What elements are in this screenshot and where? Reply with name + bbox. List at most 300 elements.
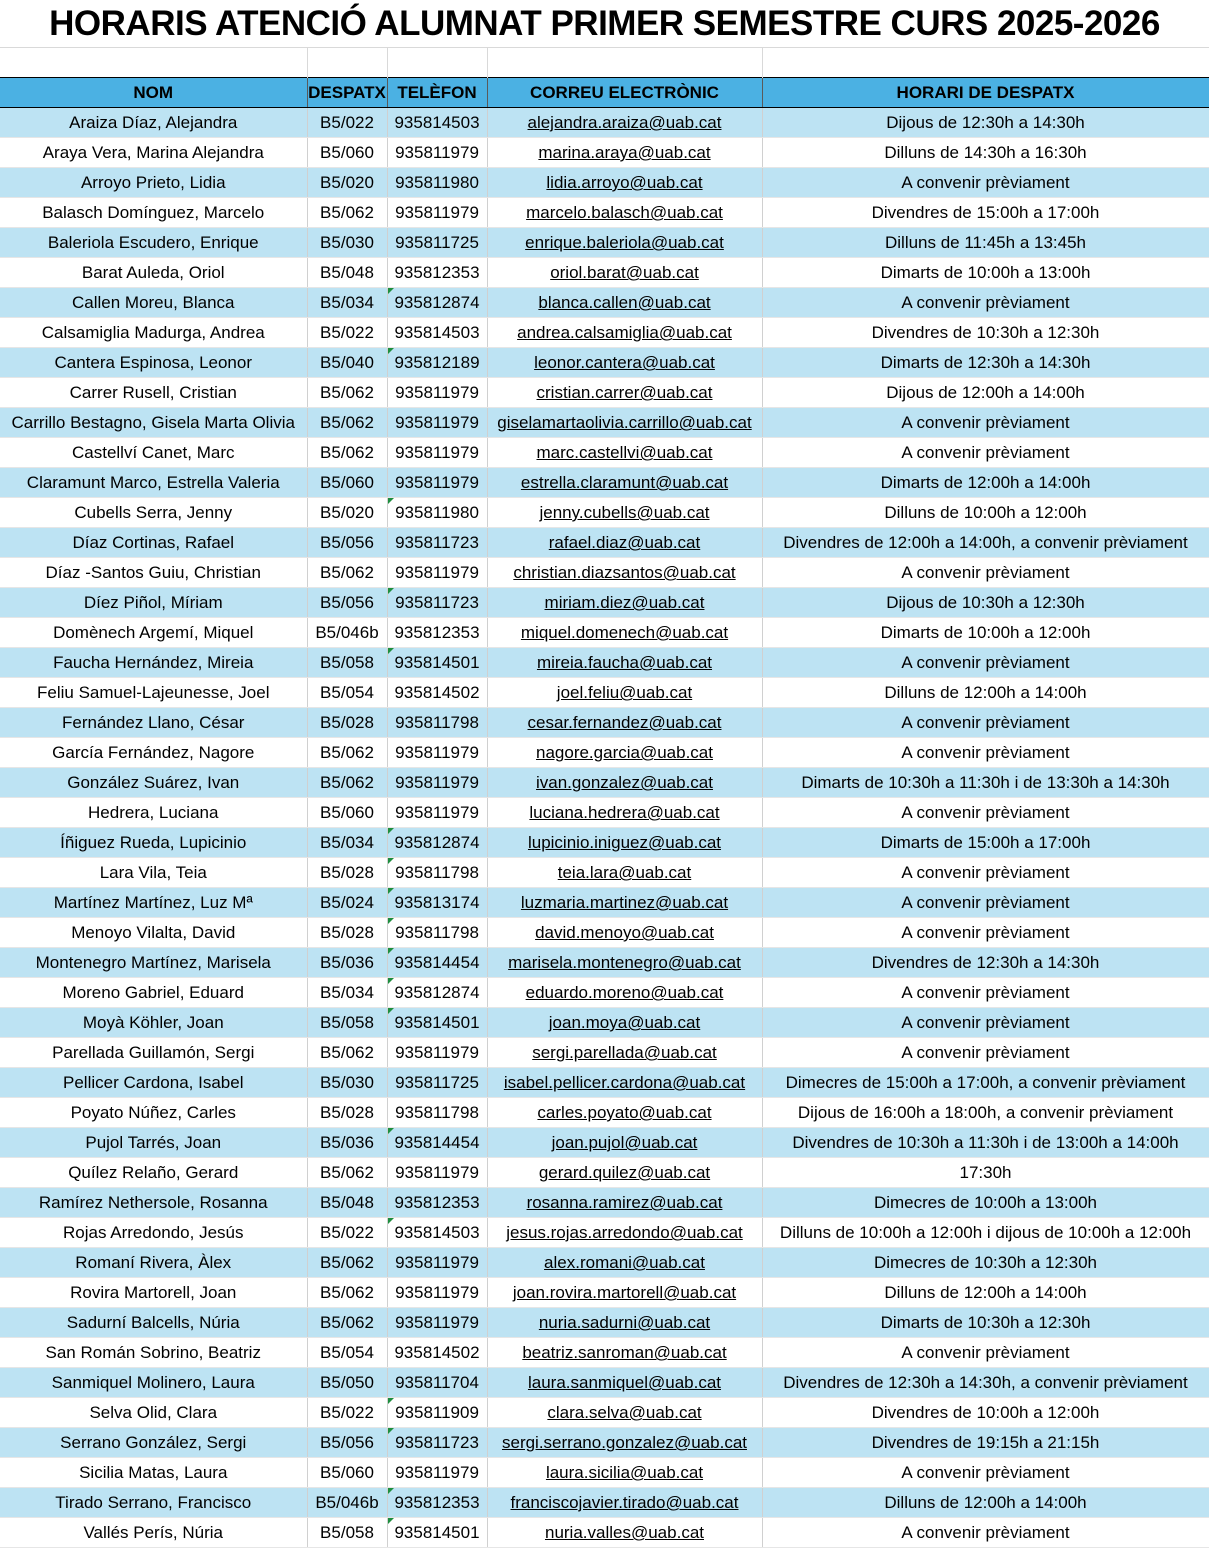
phone-cell[interactable]: 935811979	[387, 768, 487, 798]
email-cell[interactable]	[487, 348, 762, 378]
hours-cell[interactable]: A convenir prèviament	[762, 1008, 1209, 1038]
name-cell[interactable]: Quílez Relaño, Gerard	[0, 1158, 307, 1188]
office-cell[interactable]: B5/062	[307, 1038, 387, 1068]
name-cell[interactable]: Feliu Samuel-Lajeunesse, Joel	[0, 678, 307, 708]
phone-cell[interactable]: 935814503	[387, 1218, 487, 1248]
phone-cell[interactable]: 935811979	[387, 468, 487, 498]
email-link[interactable]: david.menoyo@uab.cat	[535, 923, 714, 942]
name-cell[interactable]: Barat Auleda, Oriol	[0, 258, 307, 288]
office-cell[interactable]: B5/060	[307, 1458, 387, 1488]
phone-cell[interactable]: 935811979	[387, 1458, 487, 1488]
hours-cell[interactable]: Dimecres de 10:30h a 12:30h	[762, 1248, 1209, 1278]
name-cell[interactable]: González Suárez, Ivan	[0, 768, 307, 798]
phone-cell[interactable]: 935812353	[387, 1188, 487, 1218]
phone-cell[interactable]: 935811979	[387, 1248, 487, 1278]
name-cell[interactable]: Pellicer Cardona, Isabel	[0, 1068, 307, 1098]
email-cell[interactable]	[487, 108, 762, 138]
office-cell[interactable]: B5/058	[307, 1518, 387, 1548]
name-cell[interactable]: Hedrera, Luciana	[0, 798, 307, 828]
hours-cell[interactable]: A convenir prèviament	[762, 1038, 1209, 1068]
column-header-name[interactable]: NOM	[0, 78, 307, 108]
email-link[interactable]: marcelo.balasch@uab.cat	[526, 203, 723, 222]
phone-cell[interactable]: 935811979	[387, 408, 487, 438]
email-cell[interactable]	[487, 1368, 762, 1398]
office-cell[interactable]: B5/036	[307, 1128, 387, 1158]
office-cell[interactable]: B5/062	[307, 408, 387, 438]
hours-cell[interactable]: A convenir prèviament	[762, 918, 1209, 948]
office-cell[interactable]: B5/046b	[307, 1488, 387, 1518]
name-cell[interactable]: Menoyo Vilalta, David	[0, 918, 307, 948]
hours-cell[interactable]: A convenir prèviament	[762, 708, 1209, 738]
office-cell[interactable]: B5/020	[307, 498, 387, 528]
email-cell[interactable]	[487, 1038, 762, 1068]
email-cell[interactable]	[487, 168, 762, 198]
email-cell[interactable]	[487, 138, 762, 168]
name-cell[interactable]: Díez Piñol, Míriam	[0, 588, 307, 618]
office-cell[interactable]: B5/030	[307, 1068, 387, 1098]
phone-cell[interactable]: 935811979	[387, 138, 487, 168]
email-cell[interactable]	[487, 198, 762, 228]
email-link[interactable]: leonor.cantera@uab.cat	[534, 353, 715, 372]
email-cell[interactable]	[487, 1218, 762, 1248]
office-cell[interactable]: B5/022	[307, 318, 387, 348]
name-cell[interactable]: Cantera Espinosa, Leonor	[0, 348, 307, 378]
office-cell[interactable]: B5/062	[307, 1308, 387, 1338]
phone-cell[interactable]: 935811725	[387, 228, 487, 258]
email-cell[interactable]	[487, 648, 762, 678]
email-link[interactable]: enrique.baleriola@uab.cat	[525, 233, 724, 252]
office-cell[interactable]: B5/060	[307, 138, 387, 168]
name-cell[interactable]: Arroyo Prieto, Lidia	[0, 168, 307, 198]
office-cell[interactable]: B5/062	[307, 1248, 387, 1278]
office-cell[interactable]: B5/062	[307, 198, 387, 228]
hours-cell[interactable]: A convenir prèviament	[762, 438, 1209, 468]
email-link[interactable]: clara.selva@uab.cat	[547, 1403, 702, 1422]
email-cell[interactable]	[487, 1128, 762, 1158]
name-cell[interactable]: Baleriola Escudero, Enrique	[0, 228, 307, 258]
phone-cell[interactable]: 935812874	[387, 978, 487, 1008]
email-link[interactable]: sergi.parellada@uab.cat	[532, 1043, 717, 1062]
empty-cell[interactable]	[307, 48, 387, 78]
phone-cell[interactable]: 935811979	[387, 1038, 487, 1068]
email-link[interactable]: jenny.cubells@uab.cat	[539, 503, 710, 522]
name-cell[interactable]: Cubells Serra, Jenny	[0, 498, 307, 528]
phone-cell[interactable]: 935811979	[387, 1308, 487, 1338]
email-cell[interactable]	[487, 1068, 762, 1098]
phone-cell[interactable]: 935811798	[387, 708, 487, 738]
email-link[interactable]: laura.sicilia@uab.cat	[545, 1463, 704, 1482]
email-link[interactable]: eduardo.moreno@uab.cat	[525, 983, 724, 1002]
office-cell[interactable]: B5/062	[307, 558, 387, 588]
office-cell[interactable]: B5/056	[307, 588, 387, 618]
name-cell[interactable]: Díaz Cortinas, Rafael	[0, 528, 307, 558]
name-cell[interactable]: Vallés Perís, Núria	[0, 1518, 307, 1548]
hours-cell[interactable]: A convenir prèviament	[762, 558, 1209, 588]
email-cell[interactable]	[487, 1428, 762, 1458]
phone-cell[interactable]: 935814503	[387, 318, 487, 348]
phone-cell[interactable]: 935811704	[387, 1368, 487, 1398]
email-link[interactable]: nagore.garcia@uab.cat	[536, 743, 713, 762]
name-cell[interactable]: Callen Moreu, Blanca	[0, 288, 307, 318]
office-cell[interactable]: B5/054	[307, 678, 387, 708]
phone-cell[interactable]: 935814502	[387, 1338, 487, 1368]
email-cell[interactable]	[487, 468, 762, 498]
email-link[interactable]: blanca.callen@uab.cat	[538, 293, 711, 312]
office-cell[interactable]: B5/062	[307, 768, 387, 798]
hours-cell[interactable]: Dimarts de 10:30h a 12:30h	[762, 1308, 1209, 1338]
phone-cell[interactable]: 935811725	[387, 1068, 487, 1098]
email-cell[interactable]	[487, 828, 762, 858]
email-link[interactable]: andrea.calsamiglia@uab.cat	[517, 323, 732, 342]
email-link[interactable]: franciscojavier.tirado@uab.cat	[510, 1493, 739, 1512]
email-link[interactable]: alex.romani@uab.cat	[544, 1253, 705, 1272]
hours-cell[interactable]: Dimarts de 10:00h a 13:00h	[762, 258, 1209, 288]
email-cell[interactable]	[487, 378, 762, 408]
column-header-phone[interactable]: TELÈFON	[387, 78, 487, 108]
phone-cell[interactable]: 935814501	[387, 1008, 487, 1038]
office-cell[interactable]: B5/034	[307, 288, 387, 318]
empty-cell[interactable]	[487, 48, 762, 78]
hours-cell[interactable]: Dilluns de 12:00h a 14:00h	[762, 1278, 1209, 1308]
email-link[interactable]: marc.castellvi@uab.cat	[536, 443, 713, 462]
column-header-hours[interactable]: HORARI DE DESPATX	[762, 78, 1209, 108]
name-cell[interactable]: Ramírez Nethersole, Rosanna	[0, 1188, 307, 1218]
name-cell[interactable]: Poyato Núñez, Carles	[0, 1098, 307, 1128]
table-row	[0, 948, 1209, 978]
phone-cell[interactable]: 935814502	[387, 678, 487, 708]
office-cell[interactable]: B5/022	[307, 108, 387, 138]
column-header-email[interactable]: CORREU ELECTRÒNIC	[487, 78, 762, 108]
name-cell[interactable]: Lara Vila, Teia	[0, 858, 307, 888]
email-cell[interactable]	[487, 708, 762, 738]
email-cell[interactable]	[487, 1248, 762, 1278]
phone-cell[interactable]: 935812874	[387, 288, 487, 318]
email-link[interactable]: nuria.sadurni@uab.cat	[538, 1313, 711, 1332]
empty-cell[interactable]	[387, 48, 487, 78]
email-link[interactable]: carles.poyato@uab.cat	[537, 1103, 712, 1122]
email-cell[interactable]	[487, 1398, 762, 1428]
name-cell[interactable]: Martínez Martínez, Luz Mª	[0, 888, 307, 918]
phone-cell[interactable]: 935811723	[387, 588, 487, 618]
phone-cell[interactable]: 935811980	[387, 498, 487, 528]
office-cell[interactable]: B5/058	[307, 648, 387, 678]
phone-cell[interactable]: 935811979	[387, 738, 487, 768]
hours-cell[interactable]: A convenir prèviament	[762, 888, 1209, 918]
column-header-office[interactable]: DESPATX	[307, 78, 387, 108]
hours-cell[interactable]: Dimecres de 10:00h a 13:00h	[762, 1188, 1209, 1218]
email-cell[interactable]	[487, 618, 762, 648]
empty-cell[interactable]	[762, 48, 1209, 78]
email-cell[interactable]	[487, 498, 762, 528]
name-cell[interactable]: Carrillo Bestagno, Gisela Marta Olivia	[0, 408, 307, 438]
office-cell[interactable]: B5/050	[307, 1368, 387, 1398]
email-link[interactable]: beatriz.sanroman@uab.cat	[522, 1343, 727, 1362]
hours-cell[interactable]: Dilluns de 10:00h a 12:00h i dijous de 10:00h a 12:00h	[762, 1218, 1209, 1248]
email-link[interactable]: miriam.diez@uab.cat	[544, 593, 705, 612]
hours-cell[interactable]: Dilluns de 12:00h a 14:00h	[762, 678, 1209, 708]
office-cell[interactable]: B5/060	[307, 798, 387, 828]
office-cell[interactable]: B5/062	[307, 438, 387, 468]
email-link[interactable]: luciana.hedrera@uab.cat	[529, 803, 720, 822]
email-cell[interactable]	[487, 408, 762, 438]
name-cell[interactable]: Sadurní Balcells, Núria	[0, 1308, 307, 1338]
hours-cell[interactable]: A convenir prèviament	[762, 1338, 1209, 1368]
email-cell[interactable]	[487, 318, 762, 348]
email-link[interactable]: oriol.barat@uab.cat	[550, 263, 699, 282]
name-cell[interactable]: Parellada Guillamón, Sergi	[0, 1038, 307, 1068]
name-cell[interactable]: Montenegro Martínez, Marisela	[0, 948, 307, 978]
empty-spreadsheet-row	[0, 48, 1209, 78]
office-cell[interactable]: B5/046b	[307, 618, 387, 648]
office-cell[interactable]: B5/062	[307, 378, 387, 408]
email-cell[interactable]	[487, 1008, 762, 1038]
email-cell[interactable]	[487, 1308, 762, 1338]
phone-cell[interactable]: 935811979	[387, 1278, 487, 1308]
office-cell[interactable]: B5/022	[307, 1218, 387, 1248]
hours-cell[interactable]: Dimarts de 10:00h a 12:00h	[762, 618, 1209, 648]
email-link[interactable]: marina.araya@uab.cat	[538, 143, 711, 162]
office-cell[interactable]: B5/028	[307, 1098, 387, 1128]
name-cell[interactable]: Serrano González, Sergi	[0, 1428, 307, 1458]
phone-cell[interactable]: 935811798	[387, 1098, 487, 1128]
office-cell[interactable]: B5/022	[307, 1398, 387, 1428]
name-cell[interactable]: Selva Olid, Clara	[0, 1398, 307, 1428]
office-cell[interactable]: B5/024	[307, 888, 387, 918]
email-cell[interactable]	[487, 888, 762, 918]
phone-cell[interactable]: 935813174	[387, 888, 487, 918]
email-cell[interactable]	[487, 1278, 762, 1308]
phone-cell[interactable]: 935812353	[387, 618, 487, 648]
email-cell[interactable]	[487, 558, 762, 588]
hours-cell[interactable]: Dilluns de 11:45h a 13:45h	[762, 228, 1209, 258]
name-cell[interactable]: Tirado Serrano, Francisco	[0, 1488, 307, 1518]
email-cell[interactable]	[487, 1158, 762, 1188]
email-link[interactable]: christian.diazsantos@uab.cat	[513, 563, 736, 582]
phone-cell[interactable]: 935811909	[387, 1398, 487, 1428]
phone-cell[interactable]: 935814501	[387, 1518, 487, 1548]
name-cell[interactable]: Moyà Köhler, Joan	[0, 1008, 307, 1038]
email-cell[interactable]	[487, 918, 762, 948]
email-cell[interactable]	[487, 1518, 762, 1548]
office-cell[interactable]: B5/048	[307, 1188, 387, 1218]
hours-cell[interactable]: A convenir prèviament	[762, 1458, 1209, 1488]
email-link[interactable]: estrella.claramunt@uab.cat	[520, 473, 729, 492]
hours-cell[interactable]: A convenir prèviament	[762, 648, 1209, 678]
empty-cell[interactable]	[0, 48, 307, 78]
name-cell[interactable]: Íñiguez Rueda, Lupicinio	[0, 828, 307, 858]
hours-cell[interactable]: Dijous de 12:30h a 14:30h	[762, 108, 1209, 138]
email-cell[interactable]	[487, 798, 762, 828]
email-link[interactable]: lupicinio.iniguez@uab.cat	[527, 833, 722, 852]
phone-cell[interactable]: 935811979	[387, 1158, 487, 1188]
hours-cell[interactable]: A convenir prèviament	[762, 288, 1209, 318]
hours-cell[interactable]: Dimarts de 12:30h a 14:30h	[762, 348, 1209, 378]
office-cell[interactable]: B5/028	[307, 708, 387, 738]
email-cell[interactable]	[487, 948, 762, 978]
name-cell[interactable]: Sicilia Matas, Laura	[0, 1458, 307, 1488]
email-link[interactable]: joel.feliu@uab.cat	[556, 683, 693, 702]
phone-cell[interactable]: 935811798	[387, 918, 487, 948]
hours-cell[interactable]: Divendres de 10:00h a 12:00h	[762, 1398, 1209, 1428]
office-cell[interactable]: B5/056	[307, 528, 387, 558]
phone-cell[interactable]: 935811980	[387, 168, 487, 198]
office-cell[interactable]: B5/054	[307, 1338, 387, 1368]
email-link[interactable]: cesar.fernandez@uab.cat	[527, 713, 722, 732]
email-link[interactable]: rosanna.ramirez@uab.cat	[526, 1193, 723, 1212]
hours-cell[interactable]: Dilluns de 14:30h a 16:30h	[762, 138, 1209, 168]
name-cell[interactable]: García Fernández, Nagore	[0, 738, 307, 768]
hours-cell[interactable]: A convenir prèviament	[762, 738, 1209, 768]
hours-cell[interactable]: Dijous de 12:00h a 14:00h	[762, 378, 1209, 408]
name-cell[interactable]: Díaz -Santos Guiu, Christian	[0, 558, 307, 588]
email-cell[interactable]	[487, 1338, 762, 1368]
office-cell[interactable]: B5/034	[307, 828, 387, 858]
hours-cell[interactable]: Dijous de 16:00h a 18:00h, a convenir prèviament	[762, 1098, 1209, 1128]
email-cell[interactable]	[487, 768, 762, 798]
email-link[interactable]: joan.pujol@uab.cat	[551, 1133, 698, 1152]
email-cell[interactable]	[487, 288, 762, 318]
hours-cell[interactable]: Dimarts de 12:00h a 14:00h	[762, 468, 1209, 498]
office-cell[interactable]: B5/020	[307, 168, 387, 198]
email-link[interactable]: joan.moya@uab.cat	[548, 1013, 701, 1032]
email-cell[interactable]	[487, 678, 762, 708]
email-cell[interactable]	[487, 438, 762, 468]
hours-cell[interactable]: A convenir prèviament	[762, 978, 1209, 1008]
email-link[interactable]: giselamartaolivia.carrillo@uab.cat	[497, 413, 752, 432]
name-cell[interactable]: Rojas Arredondo, Jesús	[0, 1218, 307, 1248]
hours-cell[interactable]: Dijous de 10:30h a 12:30h	[762, 588, 1209, 618]
name-cell[interactable]: Araiza Díaz, Alejandra	[0, 108, 307, 138]
email-link[interactable]: rafael.diaz@uab.cat	[548, 533, 701, 552]
phone-cell[interactable]: 935811798	[387, 858, 487, 888]
phone-cell[interactable]: 935814503	[387, 108, 487, 138]
office-cell[interactable]: B5/062	[307, 1158, 387, 1188]
email-link[interactable]: jesus.rojas.arredondo@uab.cat	[506, 1223, 743, 1242]
email-link[interactable]: miquel.domenech@uab.cat	[520, 623, 729, 642]
hours-cell[interactable]: Dimarts de 15:00h a 17:00h	[762, 828, 1209, 858]
phone-cell[interactable]: 935811979	[387, 798, 487, 828]
office-cell[interactable]: B5/036	[307, 948, 387, 978]
email-link[interactable]: lidia.arroyo@uab.cat	[546, 173, 703, 192]
email-cell[interactable]	[487, 1488, 762, 1518]
name-cell[interactable]: Faucha Hernández, Mireia	[0, 648, 307, 678]
email-cell[interactable]	[487, 1458, 762, 1488]
email-link[interactable]: teia.lara@uab.cat	[557, 863, 692, 882]
hours-cell[interactable]: Dimarts de 10:30h a 11:30h i de 13:30h a 14:30h	[762, 768, 1209, 798]
name-cell[interactable]: Calsamiglia Madurga, Andrea	[0, 318, 307, 348]
office-cell[interactable]: B5/060	[307, 468, 387, 498]
office-cell[interactable]: B5/056	[307, 1428, 387, 1458]
name-cell[interactable]: Romaní Rivera, Àlex	[0, 1248, 307, 1278]
name-cell[interactable]: San Román Sobrino, Beatriz	[0, 1338, 307, 1368]
hours-cell[interactable]: Divendres de 19:15h a 21:15h	[762, 1428, 1209, 1458]
hours-cell[interactable]: A convenir prèviament	[762, 408, 1209, 438]
name-cell[interactable]: Fernández Llano, César	[0, 708, 307, 738]
phone-cell[interactable]: 935812874	[387, 828, 487, 858]
phone-cell[interactable]: 935812353	[387, 1488, 487, 1518]
hours-cell[interactable]: Divendres de 12:30h a 14:30h, a convenir prèviament	[762, 1368, 1209, 1398]
email-link[interactable]: mireia.faucha@uab.cat	[536, 653, 713, 672]
office-cell[interactable]: B5/034	[307, 978, 387, 1008]
email-cell[interactable]	[487, 258, 762, 288]
name-cell[interactable]: Araya Vera, Marina Alejandra	[0, 138, 307, 168]
phone-cell[interactable]: 935812353	[387, 258, 487, 288]
email-cell[interactable]	[487, 1188, 762, 1218]
email-link[interactable]: luzmaria.martinez@uab.cat	[520, 893, 729, 912]
hours-cell[interactable]: A convenir prèviament	[762, 168, 1209, 198]
email-cell[interactable]	[487, 1098, 762, 1128]
office-cell[interactable]: B5/058	[307, 1008, 387, 1038]
hours-cell[interactable]: Dimecres de 15:00h a 17:00h, a convenir prèviament	[762, 1068, 1209, 1098]
phone-cell[interactable]: 935814454	[387, 948, 487, 978]
name-cell[interactable]: Castellví Canet, Marc	[0, 438, 307, 468]
email-link[interactable]: laura.sanmiquel@uab.cat	[527, 1373, 722, 1392]
phone-cell[interactable]: 935814501	[387, 648, 487, 678]
email-cell[interactable]	[487, 588, 762, 618]
hours-cell[interactable]: Divendres de 12:30h a 14:30h	[762, 948, 1209, 978]
email-cell[interactable]	[487, 528, 762, 558]
email-link[interactable]: sergi.serrano.gonzalez@uab.cat	[501, 1433, 747, 1452]
name-cell[interactable]: Domènech Argemí, Miquel	[0, 618, 307, 648]
office-cell[interactable]: B5/062	[307, 1278, 387, 1308]
office-cell[interactable]: B5/062	[307, 738, 387, 768]
hours-cell[interactable]: Dilluns de 12:00h a 14:00h	[762, 1488, 1209, 1518]
name-cell[interactable]: Pujol Tarrés, Joan	[0, 1128, 307, 1158]
phone-cell[interactable]: 935811979	[387, 438, 487, 468]
phone-cell[interactable]: 935811979	[387, 198, 487, 228]
email-cell[interactable]	[487, 858, 762, 888]
phone-cell[interactable]: 935811723	[387, 1428, 487, 1458]
hours-cell[interactable]: A convenir prèviament	[762, 858, 1209, 888]
email-link[interactable]: marisela.montenegro@uab.cat	[508, 953, 741, 972]
phone-cell[interactable]: 935811979	[387, 378, 487, 408]
email-link[interactable]: cristian.carrer@uab.cat	[536, 383, 713, 402]
hours-cell[interactable]: Divendres de 15:00h a 17:00h	[762, 198, 1209, 228]
hours-cell[interactable]: 17:30h	[762, 1158, 1209, 1188]
email-cell[interactable]	[487, 228, 762, 258]
name-cell[interactable]: Claramunt Marco, Estrella Valeria	[0, 468, 307, 498]
phone-cell[interactable]: 935811723	[387, 528, 487, 558]
hours-cell[interactable]: Divendres de 10:30h a 12:30h	[762, 318, 1209, 348]
email-link[interactable]: joan.rovira.martorell@uab.cat	[512, 1283, 737, 1302]
hours-cell[interactable]: Dilluns de 10:00h a 12:00h	[762, 498, 1209, 528]
office-cell[interactable]: B5/028	[307, 858, 387, 888]
phone-cell[interactable]: 935814454	[387, 1128, 487, 1158]
name-cell[interactable]: Rovira Martorell, Joan	[0, 1278, 307, 1308]
email-link[interactable]: isabel.pellicer.cardona@uab.cat	[503, 1073, 746, 1092]
hours-cell[interactable]: A convenir prèviament	[762, 1518, 1209, 1548]
hours-cell[interactable]: Divendres de 10:30h a 11:30h i de 13:00h a 14:00h	[762, 1128, 1209, 1158]
email-cell[interactable]	[487, 978, 762, 1008]
email-link[interactable]: nuria.valles@uab.cat	[544, 1523, 704, 1542]
email-link[interactable]: gerard.quilez@uab.cat	[538, 1163, 711, 1182]
email-cell[interactable]	[487, 738, 762, 768]
phone-cell[interactable]: 935811979	[387, 558, 487, 588]
name-cell[interactable]: Carrer Rusell, Cristian	[0, 378, 307, 408]
name-cell[interactable]: Sanmiquel Molinero, Laura	[0, 1368, 307, 1398]
hours-cell[interactable]: Divendres de 12:00h a 14:00h, a convenir prèviament	[762, 528, 1209, 558]
office-cell[interactable]: B5/040	[307, 348, 387, 378]
email-link[interactable]: alejandra.araiza@uab.cat	[527, 113, 722, 132]
office-cell[interactable]: B5/048	[307, 258, 387, 288]
name-cell[interactable]: Moreno Gabriel, Eduard	[0, 978, 307, 1008]
email-link[interactable]: ivan.gonzalez@uab.cat	[536, 773, 713, 792]
phone-cell[interactable]: 935812189	[387, 348, 487, 378]
office-cell[interactable]: B5/030	[307, 228, 387, 258]
hours-cell[interactable]: A convenir prèviament	[762, 798, 1209, 828]
office-cell[interactable]: B5/028	[307, 918, 387, 948]
name-cell[interactable]: Balasch Domínguez, Marcelo	[0, 198, 307, 228]
